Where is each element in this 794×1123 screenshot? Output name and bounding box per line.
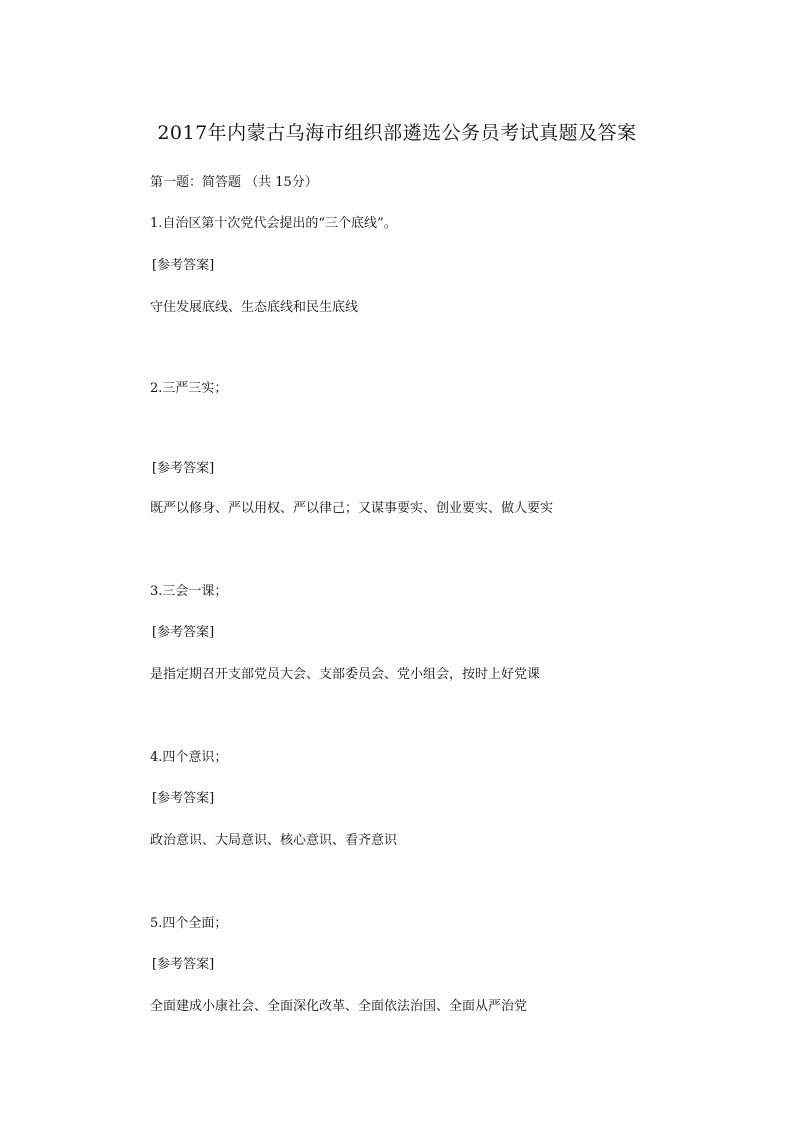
question-5: 5.四个全面； (150, 916, 228, 931)
page-title: 2017年内蒙古乌海市组织部遴选公务员考试真题及答案 (157, 122, 637, 144)
question-2: 2.三严三实； (150, 381, 228, 396)
answer-4: 政治意识、大局意识、核心意识、看齐意识 (150, 833, 398, 848)
question-3: 3.三会一课； (150, 584, 228, 599)
question-1: 1.自治区第十次党代会提出的“三个底线”。 (150, 216, 397, 231)
answer-2: 既严以修身、严以用权、严以律己；又谋事要实、创业要实、做人要实 (150, 501, 554, 516)
answer-3: 是指定期召开支部党员大会、支部委员会、党小组会，按时上好党课 (150, 667, 541, 682)
reference-answer-label-5: [参考答案] (152, 957, 215, 972)
reference-answer-label-4: [参考答案] (152, 791, 215, 806)
reference-answer-label-2: [参考答案] (152, 461, 215, 476)
question-4: 4.四个意识； (150, 750, 228, 765)
reference-answer-label-1: [参考答案] (152, 258, 215, 273)
reference-answer-label-3: [参考答案] (152, 625, 215, 640)
answer-5: 全面建成小康社会、全面深化改革、全面依法治国、全面从严治党 (150, 999, 528, 1014)
answer-1: 守住发展底线、生态底线和民生底线 (150, 300, 359, 315)
section-heading: 第一题：简答题 （共 15分） (150, 175, 318, 190)
